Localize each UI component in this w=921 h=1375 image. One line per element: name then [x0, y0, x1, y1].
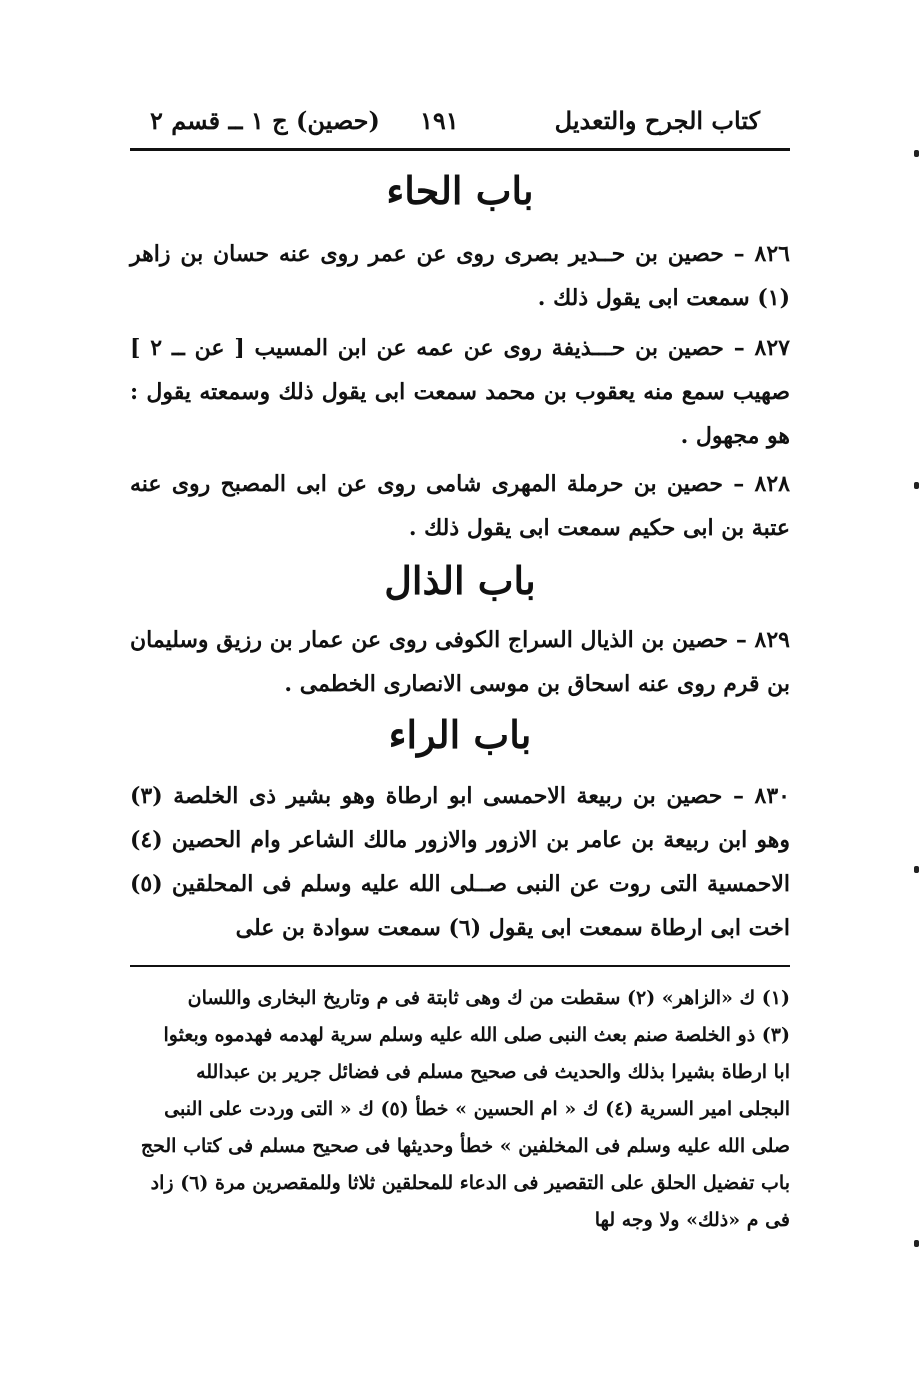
- chapter-heading: باب الحاء: [386, 168, 534, 213]
- footnote-line: البجلى امير السرية (٤) ك « ام الحسين » خطأ (٥) ك « التى وردت على النبى: [164, 1098, 790, 1120]
- page-number: ١٩١: [420, 106, 459, 135]
- footnote-line: فى م «ذلك» ولا وجه لها: [594, 1209, 790, 1231]
- entry-text: حصين بن ربيعة الاحمسى ابو ارطاة وهو بشير ذى الخلصة (٣) وهو ابن ربيعة بن عامر بن الازور والازور مالك الشاعر وام الحصين (٤) الاحمسية التى روت عن النبى صــلى الله عليه وسلم فى المحلقين (٥) اخت ابى ارطاة سمعت ابى يقول (٦) سمعت سوادة بن على: [130, 783, 790, 941]
- entry-number: ٨٣٠: [754, 783, 790, 809]
- entry: ٨٢٧ – حصين بن حـــذيفة روى عن عمه عن ابن المسيب [ عن ــ ٢ ] صهيب سمع منه يعقوب بن محمد سمعت ابى يقول ذلك وسمعته يقول : هو مجهول .: [130, 335, 790, 449]
- footnote-line: (١) ك «الزاهر» (٢) سقطت من ك وهى ثابتة فى م وتاريخ البخارى واللسان: [187, 987, 790, 1009]
- entry: ٨٢٩ – حصين بن الذيال السراج الكوفى روى عن عمار بن رزيق وسليمان بن قرم روى عنه اسحاق بن موسى الانصارى الخطمى .: [130, 627, 790, 697]
- header-rule: [130, 148, 790, 151]
- entry: ٨٢٦ – حصين بن حــدير بصرى روى عن عمر روى عنه حسان بن زاهر (١) سمعت ابى يقول ذلك .: [130, 241, 790, 311]
- entry-number: ٨٢٩: [754, 627, 790, 653]
- entry-text: حصين بن الذيال السراج الكوفى روى عن عمار بن رزيق وسليمان بن قرم روى عنه اسحاق بن موسى الانصارى الخطمى .: [130, 627, 790, 697]
- footnotes: [130, 980, 790, 1239]
- chapter-heading: باب الراء: [388, 712, 532, 757]
- footnote-line: (٣) ذو الخلصة صنم بعث النبى صلى الله عليه وسلم سرية لهدمه فهدموه وبعثوا: [163, 1024, 790, 1046]
- entry-number: ٨٢٨: [754, 471, 790, 497]
- scan-edge-mark: [914, 1240, 919, 1247]
- entry-number: ٨٢٧: [754, 335, 790, 361]
- scan-edge-mark: [914, 866, 919, 873]
- scan-edge-mark: [914, 150, 919, 157]
- footnote-line: ابا ارطاة بشيرا بذلك والحديث فى صحيح مسلم فى فضائل جرير بن عبدالله: [196, 1061, 790, 1083]
- running-entry-name: (حصين) ج ١ ــ قسم ٢: [150, 106, 380, 135]
- entry-number: ٨٢٦: [754, 241, 790, 267]
- entry-text: حصين بن حــدير بصرى روى عن عمر روى عنه حسان بن زاهر (١) سمعت ابى يقول ذلك .: [130, 241, 790, 311]
- chapter-heading: باب الذال: [384, 558, 536, 603]
- scan-edge-mark: [914, 482, 919, 489]
- entry-text: حصين بن حـــذيفة روى عن عمه عن ابن المسيب [ عن ــ ٢ ] صهيب سمع منه يعقوب بن محمد سمعت ابى يقول ذلك وسمعته يقول : هو مجهول .: [130, 335, 790, 449]
- running-header: [130, 100, 790, 144]
- entry: ٨٢٨ – حصين بن حرملة المهرى شامى روى عن ابى المصبح روى عنه عتبة بن ابى حكيم سمعت ابى يقول ذلك .: [130, 471, 790, 541]
- footnote-line: صلى الله عليه وسلم فى المخلفين » خطأ وحديثها فى صحيح مسلم فى كتاب الحج: [140, 1135, 790, 1157]
- book-page: [130, 90, 790, 1290]
- footnote-line: باب تفضيل الحلق على التقصير فى الدعاء للمحلقين ثلاثا وللمقصرين مرة (٦) زاد: [150, 1172, 790, 1194]
- book-title: كتاب الجرح والتعديل: [554, 106, 760, 135]
- footnote-rule: [130, 965, 790, 967]
- entry: ٨٣٠ – حصين بن ربيعة الاحمسى ابو ارطاة وهو بشير ذى الخلصة (٣) وهو ابن ربيعة بن عامر بن الازور والازور مالك الشاعر وام الحصين (٤) الاحمسية التى روت عن النبى صــلى الله عليه وسلم فى المحلقين (٥) اخت ابى ارطاة سمعت ابى يقول (٦) سمعت سوادة بن على: [130, 783, 790, 941]
- entry-text: حصين بن حرملة المهرى شامى روى عن ابى المصبح روى عنه عتبة بن ابى حكيم سمعت ابى يقول ذلك .: [130, 471, 790, 541]
